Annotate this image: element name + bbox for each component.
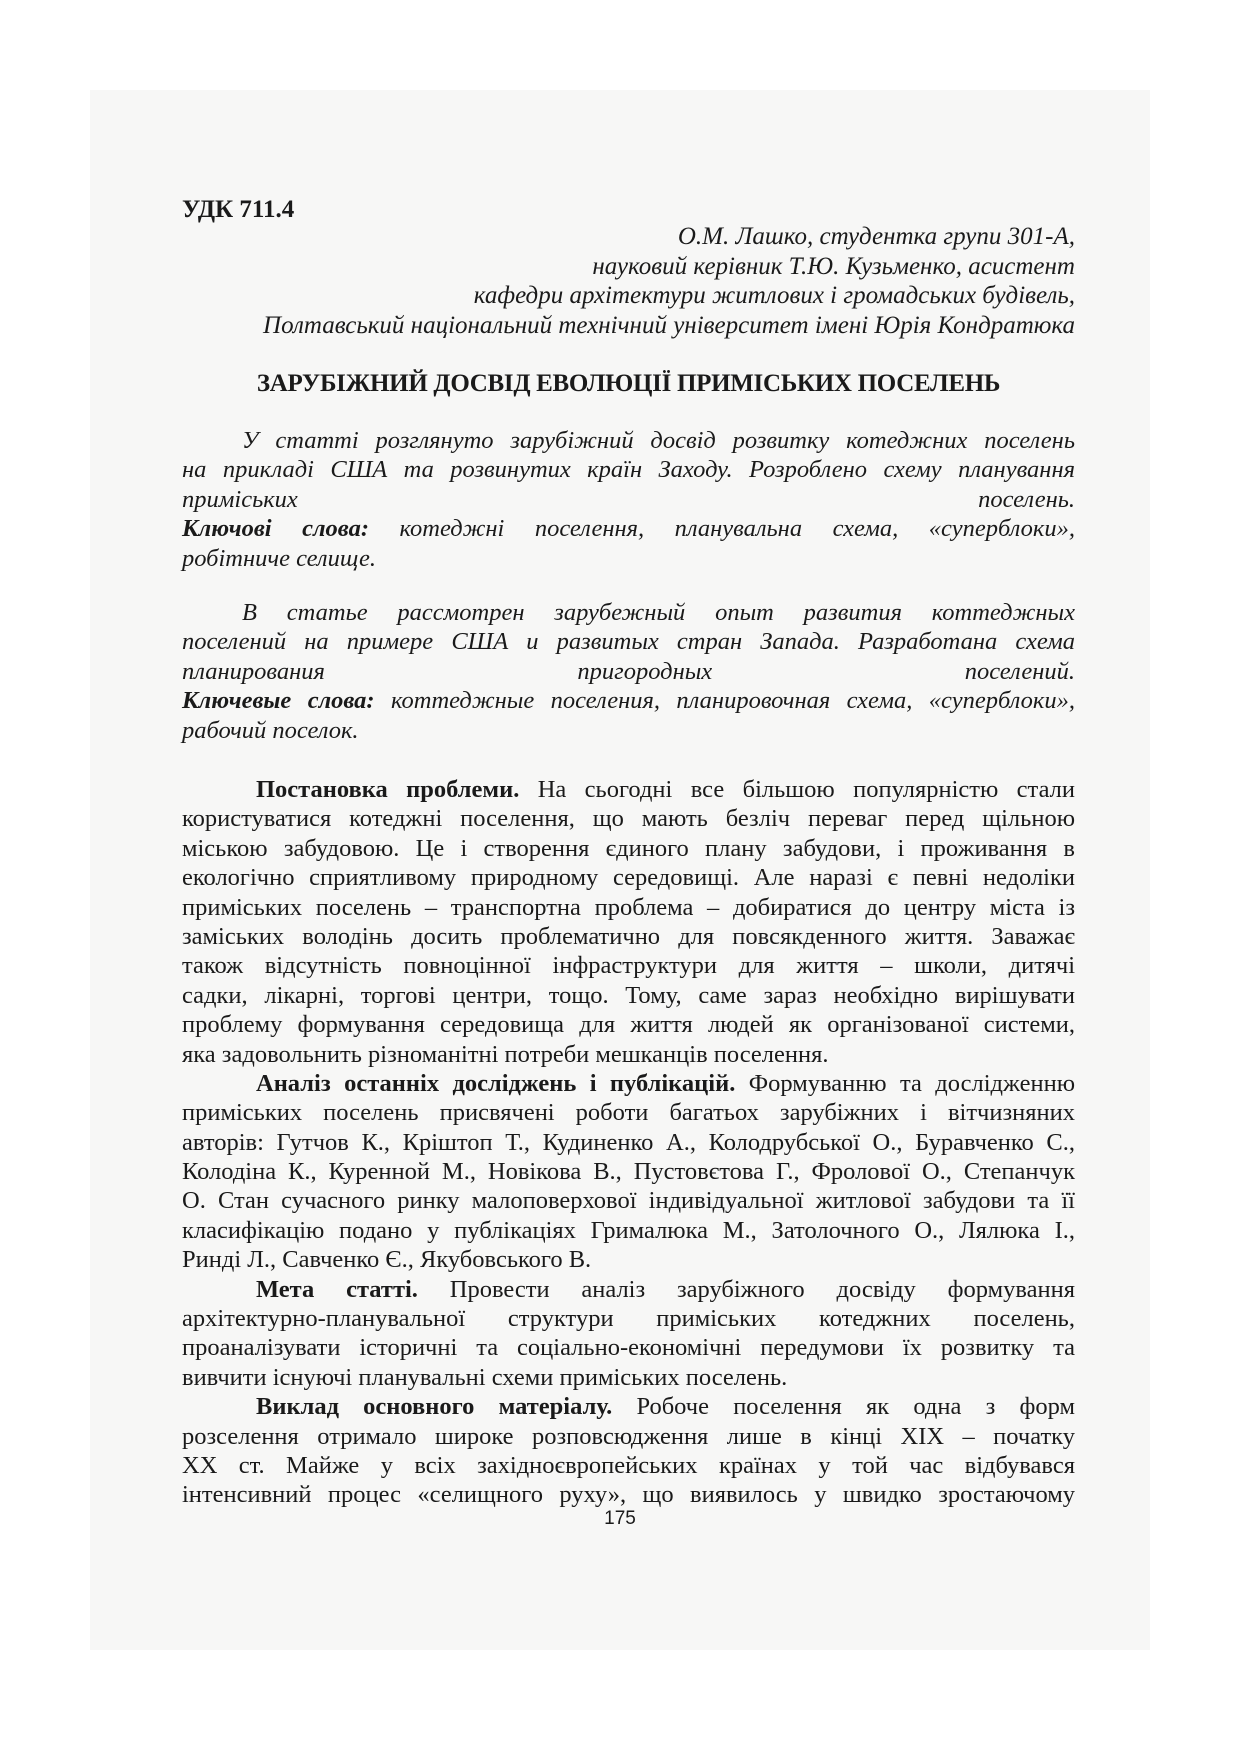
author-line: О.М. Лашко, студентка групи 301-А, [677,223,1075,250]
text-line [182,951,1075,980]
text-line [182,686,1075,715]
text-line [182,1451,1075,1480]
text-line [182,426,1075,455]
paragraph [182,775,1075,1069]
line-text: Формуванню та дослідженню [735,1069,1075,1097]
text-line [182,1010,1075,1039]
line-text: архітектурно-планувальної структури приміських котеджних поселень, [182,1305,1075,1333]
text-line [182,485,1075,514]
line-text: У статті розглянуто зарубіжний досвід розвитку котеджних поселень [242,427,1075,454]
line-text: приміських поселень присвячені роботи багатьох зарубіжних і вітчизняних [182,1099,1075,1127]
bold-lead: Аналіз останніх досліджень і публікацій. [256,1069,736,1097]
line-text: Провести аналіз зарубіжного досвіду формування [417,1275,1075,1303]
line-text: приміських поселень. [182,485,1075,513]
author-line: науковий керівник Т.Ю. Кузьменко, асистент [592,252,1075,280]
line-text: На сьогодні все більшою популярністю стали [519,776,1075,803]
author-block [263,222,1075,341]
line-text: приміських поселень – транспортна проблема – добиратися до центру міста із [182,893,1075,921]
text-line [182,1157,1075,1186]
line-text: інтенсивний процес «селищного руху», що виявилось у швидко зростаючому [182,1481,1075,1509]
line-text: В статье рассмотрен зарубежный опыт развития коттеджных [242,599,1075,626]
line-text: XX ст. Майже у всіх західноєвропейських країнах у той час відбувався [182,1451,1075,1479]
line-text: Колодіна К., Куренной М., Новікова В., Пустовєтова Г., Фролової О., Степанчук [182,1158,1075,1186]
bold-lead: Постановка проблеми. [256,776,520,803]
text-line [182,922,1075,951]
text-line [182,1186,1075,1215]
line-text: екологічно сприятливому природному середовищі. Але наразі є певні недоліки [182,864,1075,892]
text-line [182,627,1075,656]
line-text: Робоче поселення як одна з форм [612,1393,1075,1421]
udk-code: УДК 711.4 [182,196,295,223]
line-text: заміських володінь досить проблематично для повсякденного життя. Заважає [182,922,1075,950]
text-line [182,544,1075,573]
line-text: на прикладі США та розвинутих країн Заходу. Розроблено схему планування [182,456,1075,484]
text-line [182,1304,1075,1333]
line-text: класифікацію подано у публікаціях Грималюка М., Затолочного О., Лялюка І., [182,1216,1075,1244]
line-text: планирования пригородных поселений. [182,657,1075,685]
author-line: Полтавський національний технічний університет імені Юрія Кондратюка [263,312,1075,340]
text-line [182,834,1075,863]
text-line [182,1392,1075,1421]
line-text: робітниче селище. [182,544,376,572]
page-number: 175 [604,1508,636,1529]
text-line [182,598,1075,627]
text-line [182,863,1075,892]
line-text: коттеджные поселения, планировочная схема, «суперблоки», [374,687,1075,715]
text-line [182,1245,1075,1274]
line-text: рабочий поселок. [182,716,359,744]
text-line [182,1128,1075,1157]
line-text: поселений на примере США и развитых стран Запада. Разработана схема [182,628,1075,656]
article-title: ЗАРУБІЖНИЙ ДОСВІД ЕВОЛЮЦІЇ ПРИМІСЬКИХ ПОСЕЛЕНЬ [256,370,1001,397]
text-line [182,1069,1075,1098]
bold-lead: Виклад основного матеріалу. [256,1393,613,1421]
abstract-russian [182,598,1075,745]
text-line [182,514,1075,543]
bold-lead: Мета статті. [256,1275,418,1303]
line-text: О. Стан сучасного ринку малоповерхової індивідуальної житлової забудови та її [182,1187,1075,1215]
text-line [182,1098,1075,1127]
text-line [182,716,1075,745]
text-line [182,1333,1075,1362]
text-line [182,1422,1075,1451]
text-line [182,1480,1075,1509]
bold-lead: Ключевые слова: [182,687,375,715]
line-text: Ринді Л., Савченко Є., Якубовського В. [182,1246,592,1274]
text-line [182,1363,1075,1392]
text-line [182,775,1075,804]
text-line [182,1275,1075,1304]
text-line [182,804,1075,833]
text-line [182,981,1075,1010]
line-text: розселення отримало широке розповсюдження лише в кінці XIX – початку [182,1422,1075,1450]
line-text: проаналізувати історичні та соціально-економічні передумови їх розвитку та [182,1334,1075,1362]
article-body [182,775,1075,1510]
line-text: садки, лікарні, торгові центри, тощо. Тому, саме зараз необхідно вирішувати [182,981,1075,1009]
line-text: яка задовольнить різноманітні потреби мешканців поселення. [182,1040,829,1068]
line-text: котеджні поселення, планувальна схема, «суперблоки», [368,515,1075,543]
text-line [182,893,1075,922]
paragraph [182,1275,1075,1393]
line-text: користуватися котеджні поселення, що мають безліч переваг перед щільною [182,805,1075,833]
abstract-ukrainian [182,426,1075,573]
line-text: авторів: Гутчов К., Кріштоп Т., Кудиненко А., Колодрубської О., Буравченко С., [182,1128,1075,1156]
text-line [182,657,1075,686]
line-text: також відсутність повноцінної інфраструктури для життя – школи, дитячі [182,952,1075,980]
text-line [182,1216,1075,1245]
line-text: проблему формування середовища для життя людей як організованої системи, [182,1011,1075,1039]
bold-lead: Ключові слова: [182,515,369,543]
line-text: вивчити існуючі планувальні схеми приміських поселень. [182,1363,788,1391]
text-line [182,1040,1075,1069]
line-text: міською забудовою. Це і створення єдиного плану забудови, і проживання в [182,834,1075,862]
paragraph [182,1392,1075,1510]
paragraph [182,1069,1075,1275]
author-line: кафедри архітектури житлових і громадських будівель, [473,282,1075,310]
text-line [182,455,1075,484]
